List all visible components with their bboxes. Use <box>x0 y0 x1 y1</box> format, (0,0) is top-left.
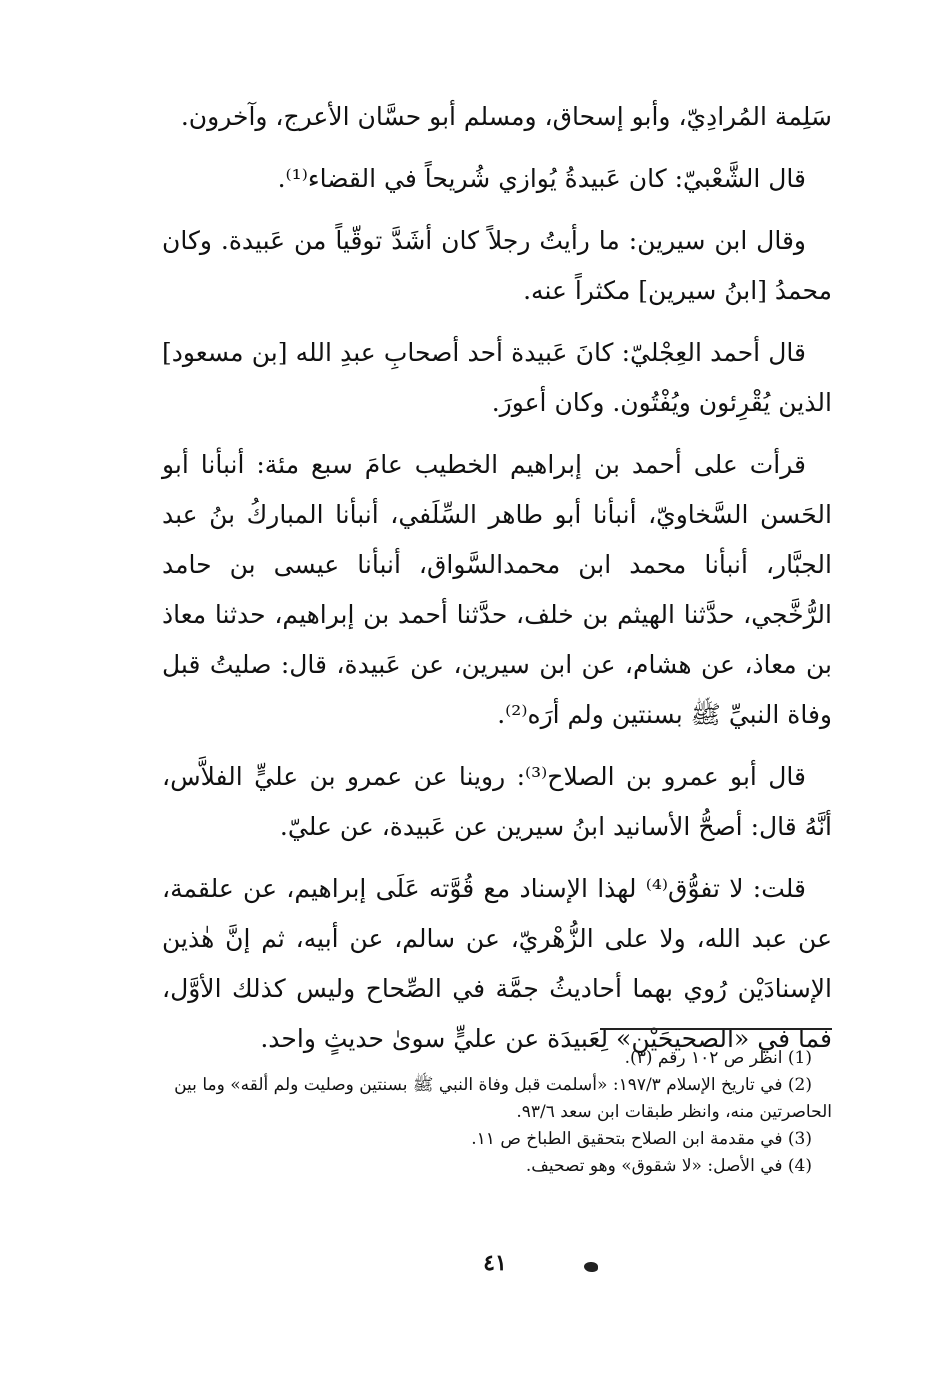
page-number: ٤١ <box>483 1250 507 1276</box>
paragraph-6: قال أبو عمرو بن الصلاح⁽³⁾: روينا عن عمرو بن عليٍّ الفلاَّس، أنَّهُ قال: أصحُّ الأسانيد ابنُ سيرين عن عَبيدة، عن عليّ. <box>162 762 832 841</box>
main-text <box>162 92 832 1076</box>
footnote-2: (2) في تاريخ الإسلام ١٩٧/٣: «أسلمت قبل وفاة النبي ﷺ بسنتين وصليت ولم ألقه» وما بين الحاصرتين منه، وانظر طبقات ابن سعد ٩٣/٦. <box>174 1075 832 1122</box>
paragraph-1: سَلِمة المُرادِيّ، وأبو إسحاق، ومسلم أبو حسَّان الأعرج، وآخرون. <box>180 102 832 131</box>
footnote-4: (4) في الأصل: «لا شقوق» وهو تصحيف. <box>525 1156 812 1176</box>
paragraph-5: قرأت على أحمد بن إبراهيم الخطيب عامَ سبع مئة: أنبأنا أبو الحَسن السَّخاويّ، أنبأنا أبو طاهر السِّلَفي، أنبأنا المباركُ بنُ عبد الجبَّار، أنبأنا محمد ابن محمدالسَّواق، أنبأنا عيسى بن حامد الرُّخَّجي، حدَّثنا الهيثم بن خلف، حدَّثنا أحمد بن إبراهيم، حدثنا معاذ بن معاذ، عن هشام، عن ابن سيرين، عن عَبيدة، قال: صليتُ قبل وفاة النبيِّ ﷺ بسنتين ولم أرَه⁽²⁾. <box>162 450 832 729</box>
paragraph-2: قال الشَّعْبيّ: كان عَبيدةُ يُوازي شُريحاً في القضاء⁽¹⁾. <box>277 164 806 193</box>
footnote-1: (1) انظر ص ١٠٢ رقم (٣). <box>624 1048 812 1068</box>
paragraph-4: قال أحمد العِجْليّ: كانَ عَبيدة أحد أصحابِ عبدِ الله [بن مسعود] الذين يُقْرِئون ويُفْتُون. وكان أعورَ. <box>162 338 832 417</box>
ornament-mark <box>584 1262 598 1272</box>
paragraph-7: قلت: لا تفوُّق⁽⁴⁾ لهذا الإسناد مع قُوَّته عَلَى إبراهيم، عن علقمة، عن عبد الله، ولا على الزُّهْريّ، عن سالم، عن أبيه، ثم إنَّ هٰذين الإسنادَيْن رُوي بهما أحاديثُ جمَّة في الصِّحاح وليس كذلك الأوَّل، فما في «الصحيحَيْن» لِعَبيدَة عن عليٍّ سوىٰ حديثٍ واحد. <box>162 874 832 1053</box>
footnote-divider <box>600 1028 832 1030</box>
footnote-3: (3) في مقدمة ابن الصلاح بتحقيق الطباخ ص ١١. <box>471 1129 812 1149</box>
paragraph-3: وقال ابن سيرين: ما رأيتُ رجلاً كان أشَدَّ توقّياً من عَبيدة. وكان محمدُ [ابنُ سيرين] مكثراً عنه. <box>162 226 832 305</box>
footnotes <box>162 1045 832 1180</box>
